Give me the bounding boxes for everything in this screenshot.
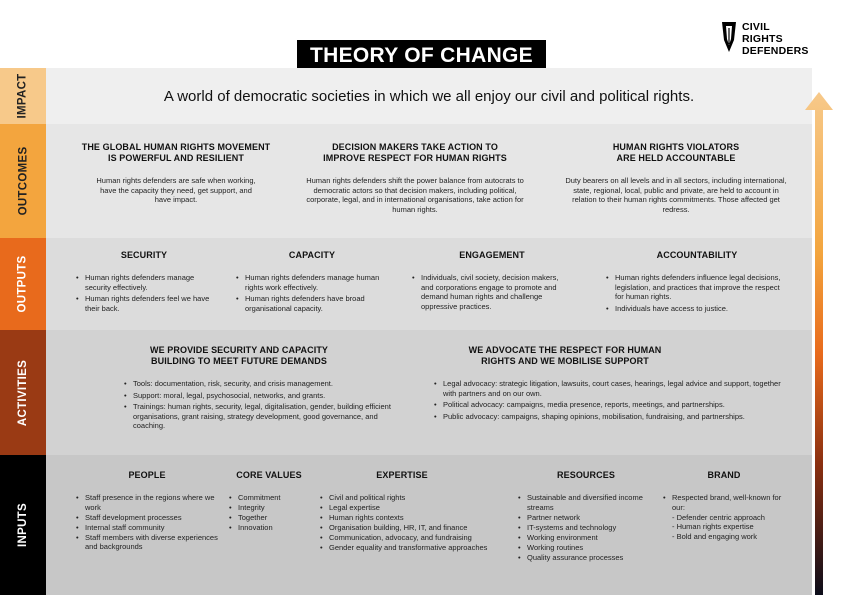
output-list — [76, 273, 212, 313]
output-list — [236, 273, 388, 313]
civil-rights-defenders-logo — [720, 20, 830, 62]
outcomes-body — [46, 124, 812, 238]
list-item: • Human rights contexts — [320, 513, 510, 523]
logo-line-2: RIGHTS — [742, 33, 783, 45]
output-title: CAPACITY — [288, 250, 336, 260]
list-item: • Internal staff community — [76, 523, 218, 533]
input-list — [320, 493, 510, 553]
list-item: • Political advocacy: campaigns, media presence, reports, meetings, and partnerships. — [434, 400, 796, 410]
activity-title: WE PROVIDE SECURITY AND CAPACITY BUILDING TO MEET FUTURE DEMANDS — [149, 345, 329, 366]
upward-arrow-icon — [805, 92, 833, 595]
input-list — [229, 493, 309, 533]
inputs-row — [0, 455, 842, 595]
outcome-title: DECISION MAKERS TAKE ACTION TO IMPROVE RESPECT FOR HUMAN RIGHTS — [323, 142, 507, 163]
output-title: SECURITY — [120, 250, 168, 260]
brand-subitem: - Human rights expertise — [672, 522, 754, 531]
list-item: • Legal advocacy: strategic litigation, lawsuits, court cases, hearings, legal advice and support, together with partners and on our own. — [434, 379, 796, 398]
list-item: • Legal expertise — [320, 503, 510, 513]
activity-list — [434, 379, 796, 421]
list-item: • Working environment — [518, 533, 654, 543]
list-item: • Gender equality and transformative approaches — [320, 543, 510, 553]
list-item: • IT-systems and technology — [518, 523, 654, 533]
list-item: • Organisation building, HR, IT, and finance — [320, 523, 510, 533]
list-item: • Human rights defenders have broad organisational capacity. — [236, 294, 388, 313]
output-capacity — [236, 250, 388, 315]
brand-sublist — [663, 513, 785, 542]
list-item: • Sustainable and diversified income streams — [518, 493, 654, 512]
logo-text — [742, 21, 809, 57]
outputs-body — [46, 238, 812, 330]
impact-row — [0, 68, 842, 124]
input-resources — [518, 470, 654, 563]
activities-row — [0, 330, 842, 455]
list-item: • Human rights defenders manage security effectively. — [76, 273, 212, 292]
inputs-label: INPUTS — [0, 455, 46, 595]
input-title: EXPERTISE — [376, 470, 428, 480]
list-item: • Together — [229, 513, 309, 523]
list-item: • Public advocacy: campaigns, shaping opinions, mobilisation, fundraising, and partnerships. — [434, 412, 796, 422]
input-list — [663, 493, 785, 512]
output-list — [412, 273, 572, 311]
activity-list — [124, 379, 394, 431]
list-item: • Human rights defenders manage human rights work effectively. — [236, 273, 388, 292]
list-item: • Staff presence in the regions where we work — [76, 493, 218, 512]
activity-advocacy — [434, 345, 796, 423]
list-item: • Civil and political rights — [320, 493, 510, 503]
list-item: • Communication, advocacy, and fundraising — [320, 533, 510, 543]
activities-body — [46, 330, 812, 455]
list-item: • Human rights defenders feel we have their back. — [76, 294, 212, 313]
logo-line-1: CIVIL — [742, 21, 770, 33]
input-title: BRAND — [707, 470, 741, 480]
output-list — [606, 273, 788, 313]
output-accountability — [606, 250, 788, 315]
impact-label: IMPACT — [0, 68, 46, 124]
list-item: • Individuals, civil society, decision makers, and corporations engage to promote and demand human rights and challenge oppressive practices. — [412, 273, 572, 311]
outcomes-label: OUTCOMES — [0, 124, 46, 238]
outcome-decision-makers — [301, 142, 529, 214]
outcome-title: HUMAN RIGHTS VIOLATORS ARE HELD ACCOUNTABLE — [612, 142, 740, 163]
impact-body — [46, 68, 812, 124]
input-brand — [663, 470, 785, 541]
outcome-movement — [76, 142, 276, 205]
input-expertise — [320, 470, 510, 553]
list-item: • Tools: documentation, risk, security, and crisis management. — [124, 379, 394, 389]
brand-subitem: - Bold and engaging work — [672, 531, 758, 541]
input-core-values — [229, 470, 309, 533]
list-item: • Working routines — [518, 543, 654, 553]
input-list — [518, 493, 654, 562]
outcome-description: Human rights defenders are safe when working, have the capacity they need, get support, and have impact. — [96, 176, 256, 204]
inputs-body — [46, 455, 812, 595]
outcome-title: THE GLOBAL HUMAN RIGHTS MOVEMENT IS POWERFUL AND RESILIENT — [81, 142, 271, 163]
outputs-row — [0, 238, 842, 330]
list-item: • Quality assurance processes — [518, 553, 654, 563]
impact-statement: A world of democratic societies in which we all enjoy our civil and political rights. — [163, 88, 695, 105]
outputs-label: OUTPUTS — [0, 238, 46, 330]
list-item: • Human rights defenders influence legal decisions, legislation, and practices that improve the respect for human rights. — [606, 273, 788, 302]
output-title: ENGAGEMENT — [459, 250, 525, 260]
activity-title: WE ADVOCATE THE RESPECT FOR HUMAN RIGHTS AND WE MOBILISE SUPPORT — [468, 345, 662, 366]
list-item: • Innovation — [229, 523, 309, 533]
outcome-description: Duty bearers on all levels and in all sectors, including international, state, regional, local, public and private, are held to account in relation to their human rights commitments. Those affected get redress. — [565, 176, 787, 214]
pen-nib-icon — [720, 20, 738, 54]
page-title: THEORY OF CHANGE — [297, 40, 546, 72]
outcome-accountability — [562, 142, 790, 214]
list-item: • Integrity — [229, 503, 309, 513]
list-item: • Commitment — [229, 493, 309, 503]
outcome-description: Human rights defenders shift the power balance from autocrats to democratic actors so that decision makers, including political, corporate, legal, and in international organisations, take action for human rights. — [306, 176, 524, 214]
list-item: • Respected brand, well-known for our: — [663, 493, 785, 512]
list-item: • Individuals have access to justice. — [606, 304, 788, 314]
list-item: • Staff development processes — [76, 513, 218, 523]
input-list — [76, 493, 218, 552]
logo-line-3: DEFENDERS — [742, 45, 809, 57]
output-security — [76, 250, 212, 315]
input-people — [76, 470, 218, 552]
activities-label: ACTIVITIES — [0, 330, 46, 455]
list-item: • Support: moral, legal, psychosocial, networks, and grants. — [124, 391, 394, 401]
output-engagement — [412, 250, 572, 313]
input-title: RESOURCES — [557, 470, 615, 480]
list-item: • Staff members with diverse experiences and backgrounds — [76, 533, 218, 552]
brand-subitem: - Defender centric approach — [672, 512, 765, 522]
list-item: • Partner network — [518, 513, 654, 523]
output-title: ACCOUNTABILITY — [656, 250, 738, 260]
input-title: CORE VALUES — [236, 470, 302, 480]
list-item: • Trainings: human rights, security, legal, digitalisation, gender, building efficient organisations, grant raising, strategy development, good governance, and coaching. — [124, 402, 394, 431]
input-title: PEOPLE — [128, 470, 166, 480]
activity-security-capacity — [124, 345, 394, 433]
outcomes-row — [0, 124, 842, 238]
